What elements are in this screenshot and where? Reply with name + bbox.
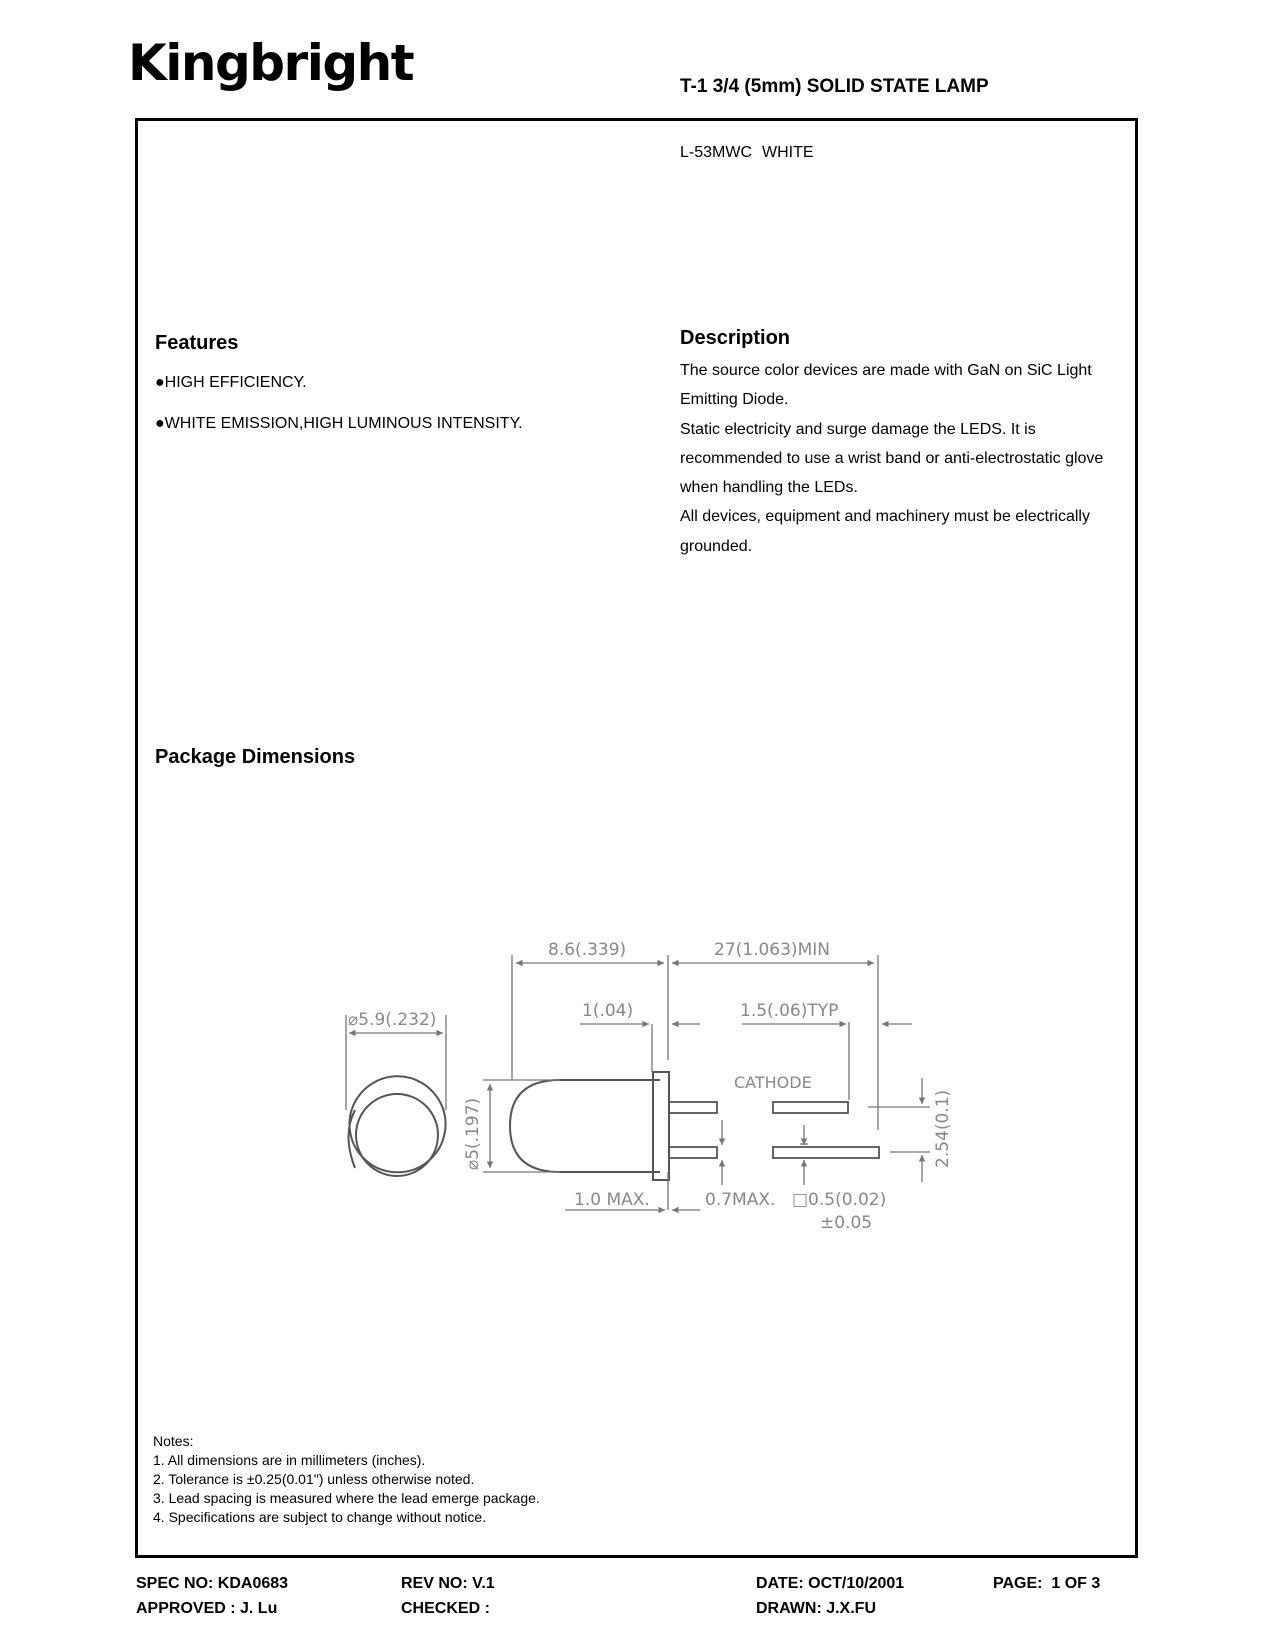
lens-body [510, 1080, 660, 1172]
description-line: Emitting Diode. [680, 391, 789, 409]
description-heading: Description [680, 327, 791, 349]
dim-flange-diameter: ⌀5.9(.232) [348, 1010, 437, 1030]
spec-no: SPEC NO: KDA0683 [136, 1575, 289, 1592]
content-frame [135, 118, 1138, 1558]
notes [153, 1432, 540, 1527]
dim-flange-width: 1(.04) [582, 1001, 634, 1021]
description-line: The source color devices are made with GaN on SiC Light [680, 362, 1092, 379]
part-color: WHITE [762, 144, 814, 161]
note-item: 2. Tolerance is ±0.25(0.01") unless otherwise noted. [153, 1471, 475, 1487]
description-line: grounded. [680, 537, 753, 555]
description-line: All devices, equipment and machinery must be electrically [680, 508, 1090, 526]
flange [653, 1072, 669, 1180]
document-title: T-1 3/4 (5mm) SOLID STATE LAMP [680, 76, 989, 97]
page-number: PAGE: 1 OF 3 [993, 1575, 1101, 1592]
note-item: 3. Lead spacing is measured where the lead emerge package. [153, 1490, 540, 1506]
description-line: Static electricity and surge damage the LEDS. It is [680, 420, 1036, 438]
note-item: 4. Specifications are subject to change without notice. [153, 1509, 487, 1525]
dim-lead-length: 27(1.063)MIN [714, 940, 830, 960]
note-item: 1. All dimensions are in millimeters (inches). [153, 1452, 426, 1468]
features-heading: Features [155, 332, 239, 354]
date: DATE: OCT/10/2001 [756, 1575, 905, 1592]
description-text [680, 356, 1110, 561]
kingbright-logo: Kingbright [128, 34, 414, 92]
dim-flange-max: 1.0 MAX. [574, 1190, 650, 1210]
notes-heading: Notes: [153, 1433, 194, 1449]
package-dimension-drawing [330, 940, 970, 1250]
dim-lead-offset: 1.5(.06)TYP [740, 1001, 839, 1021]
dim-lead-max: 0.7MAX. [705, 1190, 776, 1210]
feature-item: ●HIGH EFFICIENCY. [155, 374, 307, 391]
lens-circle [356, 1094, 438, 1176]
approved-by: APPROVED : J. Lu [136, 1600, 278, 1617]
dim-lead-square: □0.5(0.02) [792, 1190, 887, 1210]
cathode-label: CATHODE [734, 1073, 812, 1092]
dim-body-length: 8.6(.339) [548, 940, 627, 960]
checked-by: CHECKED : [401, 1600, 490, 1617]
lead-upper-short [669, 1102, 717, 1113]
dim-lead-spacing: 2.54(0.1) [933, 1089, 953, 1168]
part-number: L-53MWC [680, 144, 753, 161]
lead-lower [669, 1147, 717, 1158]
dim-body-diameter: ⌀5(.197) [463, 1097, 483, 1170]
description-line: recommended to use a wrist band or anti-electrostatic glove [680, 449, 1104, 467]
rev-no: REV NO: V.1 [401, 1575, 495, 1592]
drawn-by: DRAWN: J.X.FU [756, 1600, 876, 1617]
dim-lead-tolerance: ±0.05 [820, 1213, 873, 1233]
description-line: when handling the LEDs. [680, 479, 858, 497]
package-dimensions-heading: Package Dimensions [155, 746, 356, 768]
part-line [680, 144, 814, 162]
feature-item: ●WHITE EMISSION,HIGH LUMINOUS INTENSITY. [155, 415, 523, 432]
